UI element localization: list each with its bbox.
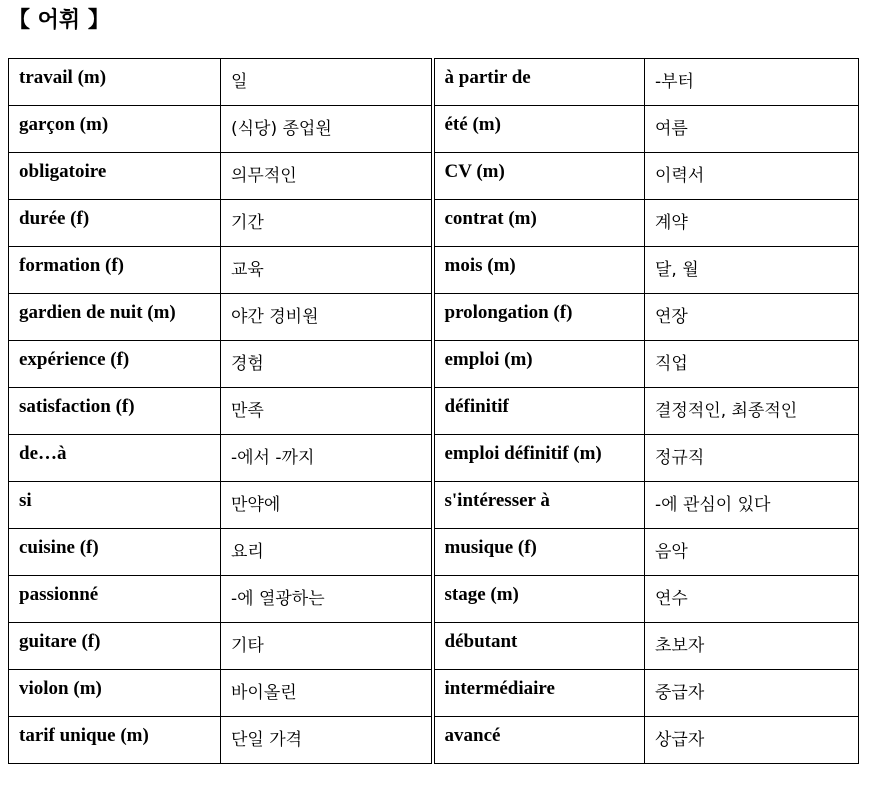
french-term-cell: formation (f) [9, 247, 221, 294]
french-term-cell: obligatoire [9, 153, 221, 200]
table-row [9, 341, 859, 388]
french-term-cell: tarif unique (m) [9, 717, 221, 764]
french-term-cell: durée (f) [9, 200, 221, 247]
korean-meaning-cell: -부터 [645, 59, 859, 106]
table-row [9, 529, 859, 576]
vocabulary-table [8, 58, 859, 764]
table-row [9, 482, 859, 529]
french-term-cell: contrat (m) [433, 200, 645, 247]
french-term-cell: stage (m) [433, 576, 645, 623]
korean-meaning-cell: 기타 [221, 623, 433, 670]
french-term-cell: violon (m) [9, 670, 221, 717]
french-term-cell: avancé [433, 717, 645, 764]
korean-meaning-cell: -에 관심이 있다 [645, 482, 859, 529]
korean-meaning-cell: 직업 [645, 341, 859, 388]
french-term-cell: CV (m) [433, 153, 645, 200]
korean-meaning-cell: 여름 [645, 106, 859, 153]
table-row [9, 717, 859, 764]
korean-meaning-cell: 정규직 [645, 435, 859, 482]
korean-meaning-cell: 상급자 [645, 717, 859, 764]
korean-meaning-cell: 중급자 [645, 670, 859, 717]
korean-meaning-cell: 결정적인, 최종적인 [645, 388, 859, 435]
korean-meaning-cell: 만약에 [221, 482, 433, 529]
korean-meaning-cell: 경험 [221, 341, 433, 388]
korean-meaning-cell: 연장 [645, 294, 859, 341]
table-row [9, 576, 859, 623]
korean-meaning-cell: 요리 [221, 529, 433, 576]
table-row [9, 59, 859, 106]
french-term-cell: prolongation (f) [433, 294, 645, 341]
korean-meaning-cell: 바이올린 [221, 670, 433, 717]
korean-meaning-cell: 의무적인 [221, 153, 433, 200]
table-row [9, 247, 859, 294]
french-term-cell: passionné [9, 576, 221, 623]
french-term-cell: travail (m) [9, 59, 221, 106]
korean-meaning-cell: 음악 [645, 529, 859, 576]
korean-meaning-cell: (식당) 종업원 [221, 106, 433, 153]
french-term-cell: de…à [9, 435, 221, 482]
french-term-cell: emploi (m) [433, 341, 645, 388]
french-term-cell: expérience (f) [9, 341, 221, 388]
korean-meaning-cell: 단일 가격 [221, 717, 433, 764]
french-term-cell: débutant [433, 623, 645, 670]
french-term-cell: satisfaction (f) [9, 388, 221, 435]
korean-meaning-cell: 교육 [221, 247, 433, 294]
table-row [9, 623, 859, 670]
french-term-cell: garçon (m) [9, 106, 221, 153]
table-row [9, 294, 859, 341]
korean-meaning-cell: -에 열광하는 [221, 576, 433, 623]
french-term-cell: à partir de [433, 59, 645, 106]
korean-meaning-cell: 이력서 [645, 153, 859, 200]
korean-meaning-cell: -에서 -까지 [221, 435, 433, 482]
french-term-cell: guitare (f) [9, 623, 221, 670]
table-row [9, 106, 859, 153]
table-row [9, 153, 859, 200]
table-row [9, 200, 859, 247]
french-term-cell: intermédiaire [433, 670, 645, 717]
korean-meaning-cell: 계약 [645, 200, 859, 247]
korean-meaning-cell: 야간 경비원 [221, 294, 433, 341]
vocabulary-table-body [9, 59, 859, 764]
french-term-cell: gardien de nuit (m) [9, 294, 221, 341]
table-row [9, 670, 859, 717]
french-term-cell: emploi définitif (m) [433, 435, 645, 482]
table-row [9, 435, 859, 482]
korean-meaning-cell: 달, 월 [645, 247, 859, 294]
korean-meaning-cell: 초보자 [645, 623, 859, 670]
french-term-cell: si [9, 482, 221, 529]
korean-meaning-cell: 기간 [221, 200, 433, 247]
french-term-cell: cuisine (f) [9, 529, 221, 576]
table-row [9, 388, 859, 435]
french-term-cell: été (m) [433, 106, 645, 153]
french-term-cell: musique (f) [433, 529, 645, 576]
french-term-cell: mois (m) [433, 247, 645, 294]
section-heading: 【 어휘 】 [8, 8, 110, 33]
french-term-cell: s'intéresser à [433, 482, 645, 529]
french-term-cell: définitif [433, 388, 645, 435]
korean-meaning-cell: 일 [221, 59, 433, 106]
korean-meaning-cell: 연수 [645, 576, 859, 623]
korean-meaning-cell: 만족 [221, 388, 433, 435]
